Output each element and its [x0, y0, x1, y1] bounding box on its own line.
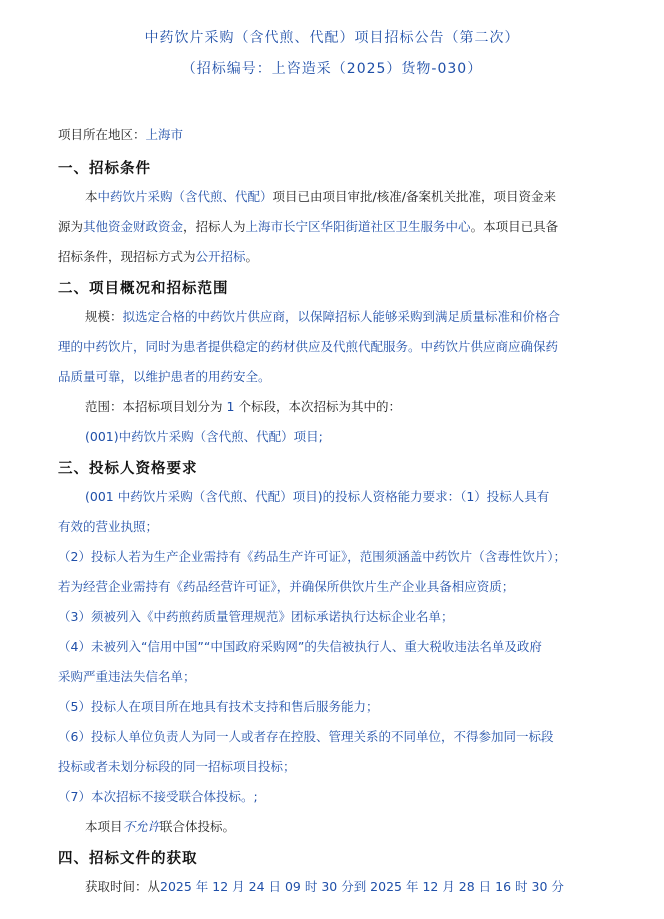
text: 个标段，本次招标为其中的：: [238, 399, 401, 414]
lot-item: (001)中药饮片采购（含代煎、代配）项目;: [85, 429, 323, 444]
text: 源为: [58, 219, 84, 234]
qualification-4b: 采购严重违法失信名单；: [58, 669, 196, 684]
location-label: 项目所在地区：: [58, 127, 146, 142]
scale-text: 拟选定合格的中药饮片供应商，以保障招标人能够采购到满足质量标准和价格合: [122, 309, 561, 324]
location-value: 上海市: [145, 127, 184, 142]
tender-number: （招标编号：上咨造采（2025）货物-030）: [181, 61, 483, 77]
text: 本: [85, 189, 98, 204]
qualification-5: （5）投标人在项目所在地具有技术支持和售后服务能力；: [58, 699, 379, 714]
time-range: 2025 年 12 月 24 日 09 时 30 分到 2025 年 12 月 28 日 16 时 30 分: [160, 879, 564, 894]
tenderer-name: 上海市长宁区华阳街道社区卫生服务中心: [245, 219, 471, 234]
overview-line-2: 理的中药饮片，同时为患者提供稳定的药材供应及代煎代配服务。中药饮片供应商应确保药: [58, 339, 559, 354]
text: 本项目: [85, 819, 123, 834]
qualification-2b: 若为经营企业需持有《药品经营许可证》，并确保所供饮片生产企业具备相应资质；: [58, 579, 515, 594]
scale-label: 规模：: [85, 309, 123, 324]
tender-method: 公开招标: [195, 249, 246, 264]
text: 范围：本招标项目划分为: [85, 399, 223, 414]
conditions-line-1: [85, 188, 645, 206]
section-heading-qualification: 三、投标人资格要求: [58, 461, 198, 477]
text: 。本项目已具备: [470, 219, 559, 234]
qualification-1b: 有效的营业执照；: [58, 519, 159, 534]
overview-line-3: 品质量可靠，以维护患者的用药安全。: [58, 369, 271, 384]
project-location: [58, 126, 618, 144]
qualification-2a: （2）投标人若为生产企业需持有《药品生产许可证》，范围须涵盖中药饮片（含毒性饮片）；: [58, 549, 566, 564]
funding-source: 其他资金财政资金: [83, 219, 184, 234]
text: 。: [245, 249, 259, 264]
qualification-1a: (001 中药饮片采购（含代煎、代配）项目)的投标人资格能力要求：（1）投标人具有: [85, 489, 550, 504]
joint-bid-line: [85, 818, 645, 836]
section-heading-overview: 二、项目概况和招标范围: [58, 281, 229, 297]
text: 联合体投标。: [160, 819, 236, 834]
section-heading-conditions: 一、招标条件: [58, 161, 151, 177]
text: ，招标人为: [183, 219, 246, 234]
conditions-line-3: [58, 248, 618, 266]
qualification-7: （7）本次招标不接受联合体投标。;: [58, 789, 258, 804]
qualification-3: （3）须被列入《中药煎药质量管理规范》团标承诺执行达标企业名单；: [58, 609, 454, 624]
text: 招标条件，现招标方式为: [58, 249, 196, 264]
overview-line-1: [85, 308, 645, 326]
text: 项目已由项目审批/核准/备案机关批准，项目资金来: [272, 189, 556, 204]
acquisition-time-line: [85, 878, 645, 896]
project-name: 中药饮片采购（含代煎、代配）: [97, 189, 273, 204]
time-label: 获取时间：从: [85, 879, 161, 894]
page-title: 中药饮片采购（含代煎、代配）项目招标公告（第二次）: [144, 30, 520, 46]
joint-bid-status: 不允许: [122, 819, 161, 834]
conditions-line-2: [58, 218, 618, 236]
qualification-6a: （6）投标人单位负责人为同一人或者存在控股、管理关系的不同单位，不得参加同一标段: [58, 729, 554, 744]
lot-count: 1: [226, 399, 235, 414]
scope-line: [85, 398, 645, 416]
section-heading-documents: 四、招标文件的获取: [58, 851, 198, 867]
qualification-6b: 投标或者未划分标段的同一招标项目投标；: [58, 759, 296, 774]
qualification-4a: （4）未被列入“信用中国”“中国政府采购网”的失信被执行人、重大税收违法名单及政府: [58, 639, 542, 654]
